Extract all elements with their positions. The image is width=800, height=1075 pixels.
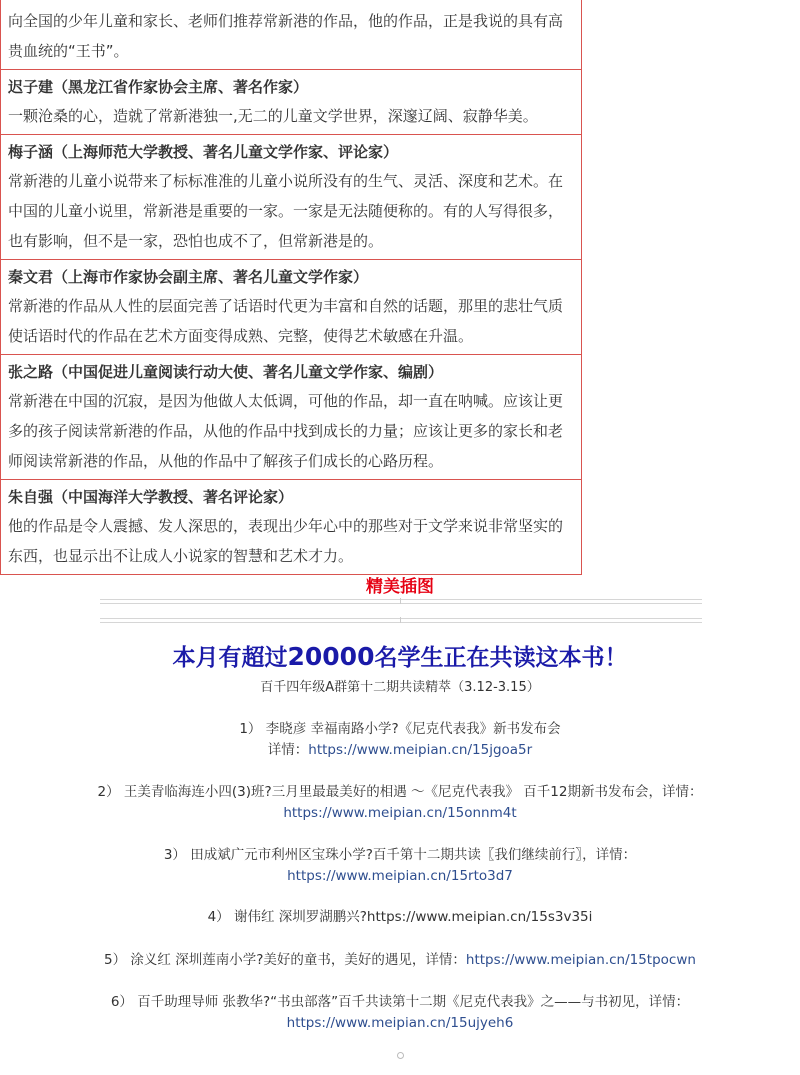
review-text: 他的作品是令人震撼、发人深思的，表现出少年心中的那些对于文学来说非常坚实的东西，也显示出不让成人小说家的智慧和艺术才力。 [8, 517, 564, 565]
entry-detail [40, 740, 760, 761]
detail-link[interactable]: https://www.meipian.cn/15jgoa5r [308, 742, 533, 758]
entry-title: 3） 田成斌广元市利州区宝珠小学?百千第十二期共读〖我们继续前行〗，详情： [163, 847, 637, 863]
review-cell [1, 354, 581, 479]
list-item [40, 782, 760, 824]
entry-title[interactable]: 4） 谢伟红 深圳罗湖鹏兴?https://www.meipian.cn/15s3v35i [207, 909, 593, 925]
review-text: 常新港在中国的沉寂，是因为他做人太低调，可他的作品，却一直在呐喊。应该让更多的孩子阅读常新港的作品，从他的作品中找到成长的力量；应该让更多的家长和老师阅读常新港的作品，从他的作品中了解孩子们成长的心路历程。 [8, 392, 564, 470]
review-text: 向全国的少年儿童和家长、老师们推荐常新港的作品，他的作品，正是我说的具有高贵血统的“王书”。 [8, 12, 564, 60]
review-cell [1, 69, 581, 134]
entry-title: 1） 李晓彦 幸福南路小学?《尼克代表我》新书发布会 [239, 721, 561, 737]
headline-post: 名学生正在共读这本书！ [374, 644, 628, 671]
entry-title: 6） 百千助理导师 张教华?“书虫部落”百千共读第十二期《尼克代表我》之——与书初见，详情： [110, 994, 690, 1010]
list-item [40, 950, 760, 971]
headline-pre: 本月有超过 [172, 644, 288, 671]
list-item [40, 907, 760, 928]
detail-link[interactable]: https://www.meipian.cn/15onnm4t [283, 805, 517, 821]
headline-number: 20000 [287, 642, 375, 671]
headline [0, 640, 800, 675]
reviewer-name: 迟子建（黑龙江省作家协会主席、著名作家） [8, 78, 309, 96]
section-title: 精美插图 [366, 577, 434, 597]
divider-tick [400, 617, 401, 623]
divider [100, 618, 702, 623]
entry-line [40, 950, 760, 971]
subheading: 百千四年级A群第十二期共读精萃（3.12-3.15） [260, 680, 540, 695]
detail-link[interactable]: https://www.meipian.cn/15rto3d7 [287, 868, 513, 884]
review-text: 一颗沧桑的心，造就了常新港独一,无二的儿童文学世界，深邃辽阔、寂静华美。 [8, 107, 538, 125]
review-text: 常新港的作品从人性的层面完善了话语时代更为丰富和自然的话题，那里的悲壮气质使话语时代的作品在艺术方面变得成熟、完整，使得艺术敏感在升温。 [8, 297, 564, 345]
list-item [40, 719, 760, 761]
reviewer-name: 张之路（中国促进儿童阅读行动大使、著名儿童文学作家、编剧） [8, 363, 444, 381]
reviewer-name: 朱自强（中国海洋大学教授、著名评论家） [8, 488, 294, 506]
review-cell [1, 134, 581, 259]
review-cell [1, 259, 581, 354]
detail-prefix: 详情： [267, 742, 309, 758]
divider [100, 599, 702, 604]
entry-title: 5） 涂义红 深圳莲南小学?美好的童书，美好的遇见，详情： [104, 952, 466, 968]
review-cell [1, 479, 581, 574]
end-dot-icon [397, 1052, 404, 1059]
list-item [40, 845, 760, 887]
divider-tick [400, 598, 401, 604]
reviewer-name: 梅子涵（上海师范大学教授、著名儿童文学作家、评论家） [8, 143, 399, 161]
entry-title: 2） 王美青临海连小四(3)班?三月里最最美好的相遇 ～《尼克代表我》 百千12期新书发布会，详情： [97, 784, 703, 800]
detail-link[interactable]: https://www.meipian.cn/15tpocwn [465, 952, 696, 968]
list-item [40, 992, 760, 1034]
review-cell [1, 0, 581, 69]
review-table [0, 0, 582, 575]
reviewer-name: 秦文君（上海市作家协会副主席、著名儿童文学作家） [8, 268, 369, 286]
review-text: 常新港的儿童小说带来了标标准准的儿童小说所没有的生气、灵活、深度和艺术。在中国的儿童小说里，常新港是重要的一家。一家是无法随便称的。有的人写得很多，也有影响，但不是一家，恐怕也成不了，但常新港是的。 [8, 172, 564, 250]
detail-link[interactable]: https://www.meipian.cn/15ujyeh6 [286, 1015, 514, 1031]
